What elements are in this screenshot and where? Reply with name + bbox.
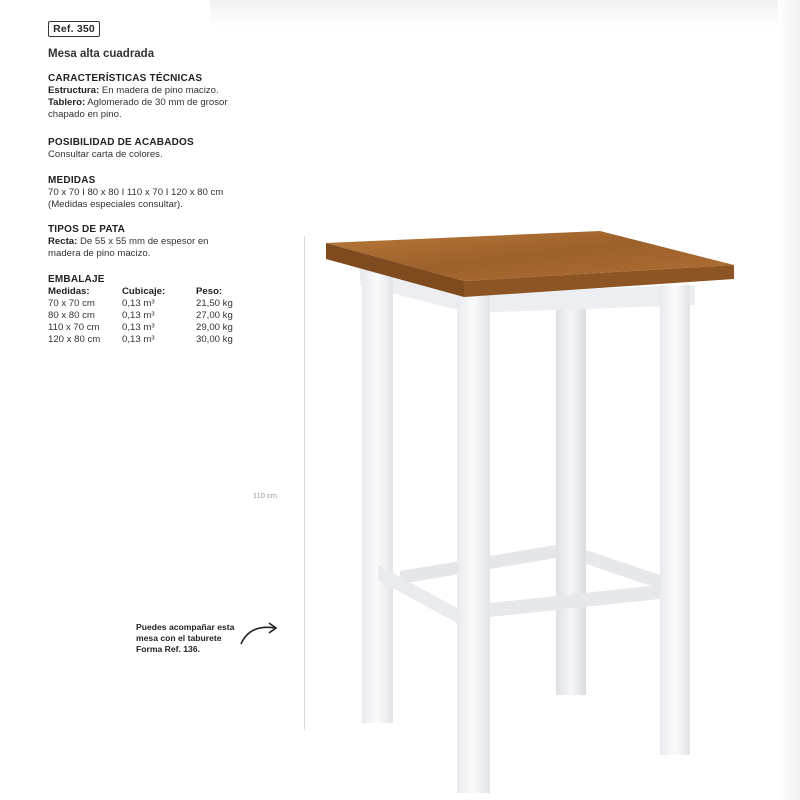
cell-volume: 0,13 m³ [122,322,155,333]
structure-line [48,85,288,97]
height-dimension-label: 110 cm [253,491,278,500]
cell-weight: 30,00 kg [196,334,233,345]
cell-size: 110 x 70 cm [48,322,100,333]
front-leg [457,291,490,793]
cell-volume: 0,13 m³ [122,334,155,345]
column-header: Cubicaje: [122,286,166,297]
packaging-heading-wrap [48,274,288,286]
note-line: mesa con el taburete [136,633,222,643]
sizes-section [48,175,288,211]
structure-label: Estructura: [48,85,100,96]
legs-section [48,224,288,260]
specs-heading: CARACTERÍSTICAS TÉCNICAS [48,73,203,84]
legs-heading: TIPOS DE PATA [48,224,126,235]
specs-section [48,73,288,121]
cell-size: 70 x 70 cm [48,298,95,309]
column-header: Peso: [196,286,223,297]
edge-shadow [778,0,800,800]
curved-arrow-icon [238,622,280,648]
structure-text: En madera de pino macizo. [99,85,219,96]
top-text: Aglomerado de 30 mm de grosor [85,97,228,108]
packaging-heading: EMBALAJE [48,274,105,285]
product-title: Mesa alta cuadrada [48,48,155,60]
cell-weight: 27,00 kg [196,310,233,321]
reference-badge: Ref. 350 [48,21,100,37]
cell-size: 80 x 80 cm [48,310,95,321]
back-leg [556,300,586,695]
cell-volume: 0,13 m³ [122,298,155,309]
finishes-section [48,137,288,161]
legs-line-2: madera de pino macizo. [48,248,151,259]
cell-volume: 0,13 m³ [122,310,155,321]
table-illustration [300,225,750,795]
cell-weight: 21,50 kg [196,298,233,309]
legs-line [48,236,288,248]
cell-size: 120 x 80 cm [48,334,101,345]
column-header: Medidas: [48,286,90,297]
note-line: Forma Ref. 136. [136,644,200,654]
front-leg [660,285,690,755]
top-line-2: chapado en pino. [48,109,122,120]
front-leg [362,273,393,723]
sizes-line: 70 x 70 I 80 x 80 I 110 x 70 I 120 x 80 cm [48,187,224,198]
top-label: Tablero: [48,97,86,108]
finishes-heading: POSIBILIDAD DE ACABADOS [48,137,194,148]
finishes-text: Consultar carta de colores. [48,149,163,160]
top-line [48,97,288,109]
header-background [210,0,800,28]
legs-text: De 55 x 55 mm de espesor en [77,236,209,247]
stretcher [586,550,660,589]
legs-label: Recta: [48,236,78,247]
cell-weight: 29,00 kg [196,322,233,333]
note-line: Puedes acompañar esta [136,622,235,632]
sizes-note: (Medidas especiales consultar). [48,199,183,210]
sizes-heading: MEDIDAS [48,175,96,186]
